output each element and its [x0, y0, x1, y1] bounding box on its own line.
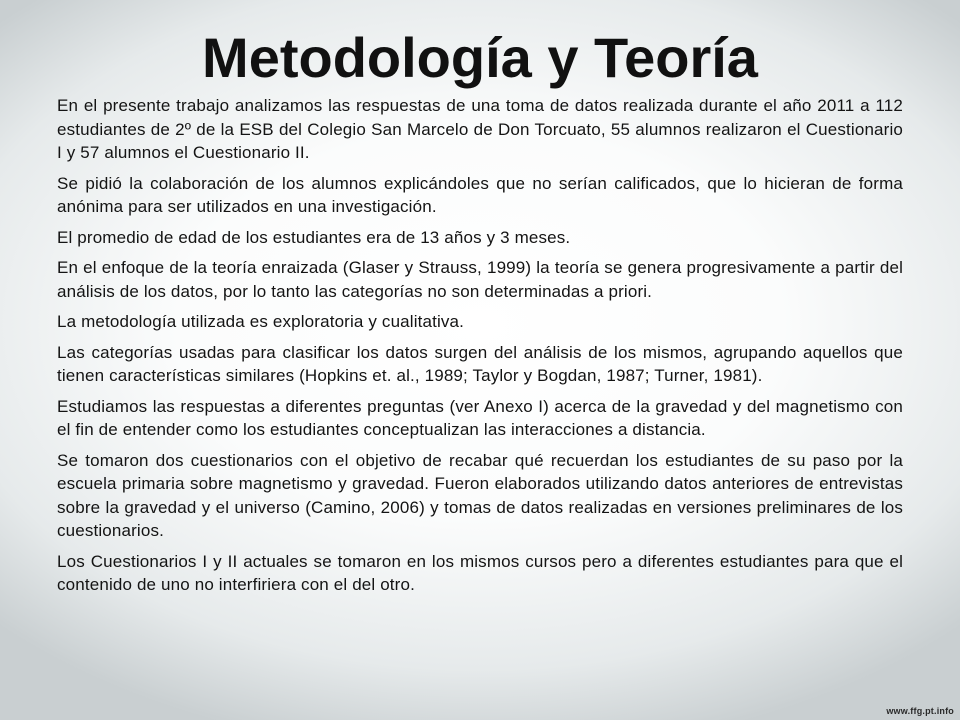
- paragraph-8: Se tomaron dos cuestionarios con el objetivo de recabar qué recuerdan los estudiantes de su paso por la escuela primaria sobre magnetismo y gravedad. Fueron elaborados utilizando datos anteriores de entrevistas sobre la gravedad y el universo (Camino, 2006) y tomas de datos realizadas en versiones preliminares de los cuestionarios.: [57, 450, 903, 540]
- slide-title: Metodología y Teoría: [202, 26, 758, 89]
- watermark: www.ffg.pt.info: [886, 706, 954, 716]
- paragraph-7: Estudiamos las respuestas a diferentes preguntas (ver Anexo I) acerca de la gravedad y del magnetismo con el fin de entender como los estudiantes conceptualizan las interacciones a distancia.: [57, 396, 903, 439]
- paragraph-5: La metodología utilizada es exploratoria y cualitativa.: [57, 312, 465, 331]
- paragraph-3: El promedio de edad de los estudiantes era de 13 años y 3 meses.: [57, 227, 571, 247]
- paragraph-4: En el enfoque de la teoría enraizada (Glaser y Strauss, 1999) la teoría se genera progresivamente a partir del análisis de los datos, por lo tanto las categorías no son determinadas a priori.: [57, 258, 903, 301]
- paragraph-6: Las categorías usadas para clasificar los datos surgen del análisis de los mismos, agrupando aquellos que tienen características similares (Hopkins et. al., 1989; Taylor y Bogdan, 1987; Turner, 1981).: [57, 342, 903, 385]
- paragraph-2: Se pidió la colaboración de los alumnos explicándoles que no serían calificados, que lo hicieran de forma anónima para ser utilizados en una investigación.: [57, 173, 903, 216]
- slide-body: [57, 94, 903, 604]
- paragraph-1: En el presente trabajo analizamos las respuestas de una toma de datos realizada durante el año 2011 a 112 estudiantes de 2º de la ESB del Colegio San Marcelo de Don Torcuato, 55 alumnos realizaron el Cuestionario I y 57 alumnos el Cuestionario II.: [57, 96, 903, 162]
- paragraph-9: Los Cuestionarios I y II actuales se tomaron en los mismos cursos pero a diferentes estudiantes para que el contenido de uno no interfiriera con el del otro.: [57, 551, 903, 594]
